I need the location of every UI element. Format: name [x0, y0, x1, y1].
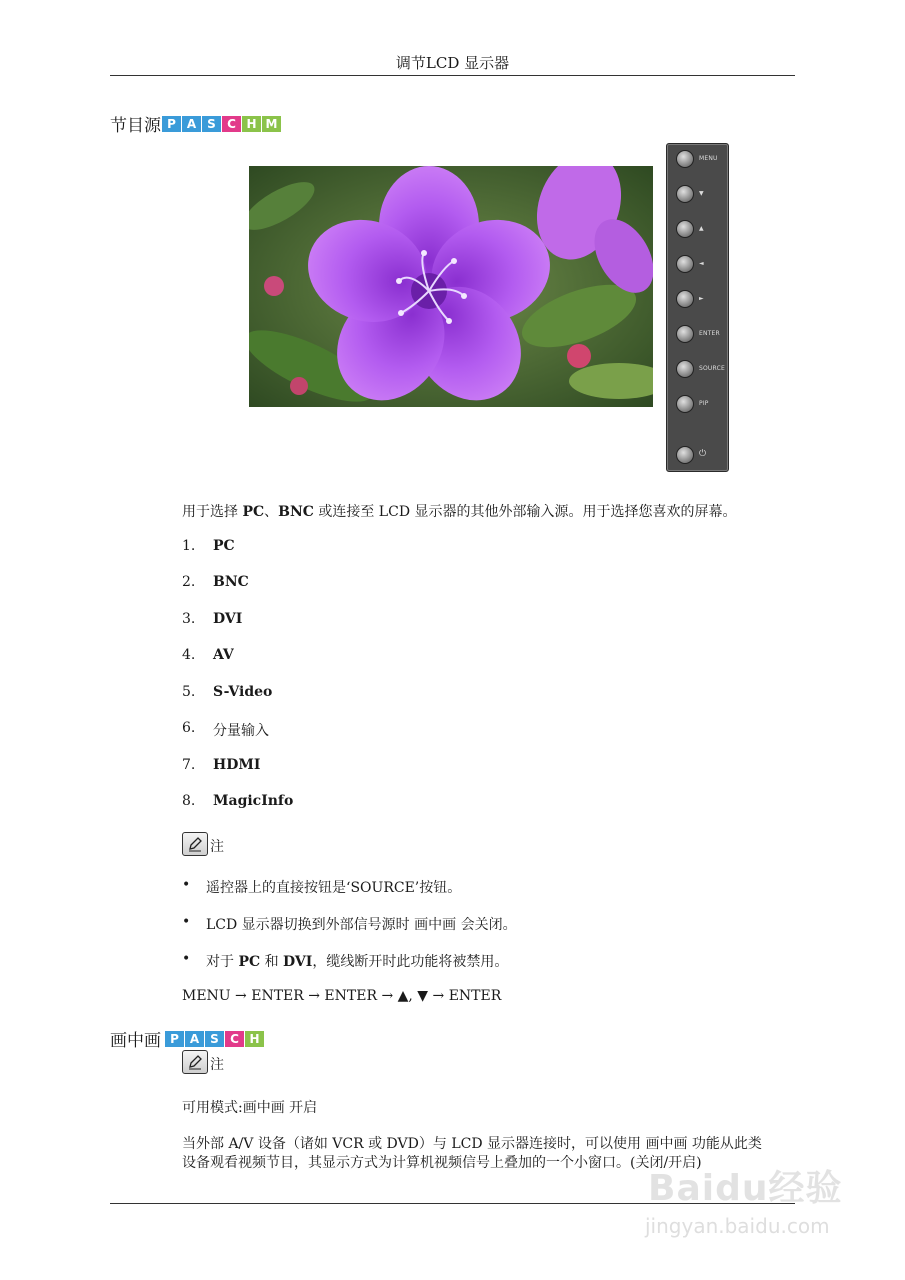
- note-label: 注: [210, 1057, 224, 1073]
- monitor-control-panel: [666, 143, 729, 472]
- list-item: [182, 574, 249, 590]
- source-intro-text: [182, 501, 737, 521]
- list-item: [182, 793, 293, 809]
- intro-bnc: BNC: [278, 504, 314, 520]
- list-item: [182, 611, 242, 627]
- list-item-number: 5.: [182, 684, 196, 700]
- menu-button-label: MENU: [699, 155, 718, 162]
- bullet3-mid: 和: [260, 954, 284, 970]
- source-button-label: SOURCE: [699, 365, 725, 372]
- mode-badge-a: A: [182, 116, 201, 132]
- mode-badge-c: C: [225, 1031, 244, 1047]
- note-bullet: [182, 951, 508, 971]
- section-title-source: [110, 111, 282, 136]
- enter-button-label: ENTER: [699, 330, 720, 337]
- note-bullet-text: [206, 951, 508, 971]
- mode-badge-p: P: [165, 1031, 184, 1047]
- power-icon: ⏻: [699, 449, 707, 459]
- mode-badge-c: C: [222, 116, 241, 132]
- intro-sep: 、: [264, 504, 279, 520]
- list-item-number: 1.: [182, 538, 196, 554]
- mode-badges-source: [162, 116, 282, 132]
- bullet3-pre: 对于: [206, 954, 239, 970]
- bullet-dot: •: [182, 877, 191, 893]
- note-heading: [182, 832, 224, 856]
- section-title-pip: [110, 1026, 265, 1051]
- bullet-dot: •: [182, 914, 191, 930]
- pip-description-line2: 设备观看视频节目，其显示方式为计算机视频信号上叠加的一个小窗口。(关闭/开启): [182, 1155, 702, 1171]
- mode-badge-a: A: [185, 1031, 204, 1047]
- list-item-label: AV: [213, 647, 234, 663]
- list-item-label: PC: [213, 538, 235, 554]
- list-item-label: MagicInfo: [213, 793, 294, 809]
- mode-badge-s: S: [205, 1031, 224, 1047]
- note-heading: [182, 1050, 224, 1074]
- list-item: [182, 538, 235, 554]
- list-item-label: S-Video: [213, 684, 273, 700]
- left-button-label: ◄: [699, 260, 704, 267]
- section-title-source-text: 节目源: [110, 116, 161, 136]
- pip-button-label: PIP: [699, 400, 709, 407]
- note-bullet: [182, 914, 517, 934]
- note-pencil-icon: [182, 1050, 208, 1074]
- right-button[interactable]: [676, 290, 694, 308]
- menu-path: MENU → ENTER → ENTER → ▲, ▼ → ENTER: [182, 988, 502, 1004]
- intro-pc: PC: [242, 504, 265, 520]
- pip-description-line1: 当外部 A/V 设备（诸如 VCR 或 DVD）与 LCD 显示器连接时，可以使用 画中画 功能从此类: [182, 1136, 762, 1152]
- baidu-watermark-url: jingyan.baidu.com: [645, 1214, 830, 1238]
- note-bullet-text: 遥控器上的直接按钮是‘SOURCE’按钮。: [206, 880, 462, 896]
- list-item-number: 3.: [182, 611, 196, 627]
- down-button-label: ▼: [699, 190, 704, 197]
- down-button[interactable]: [676, 185, 694, 203]
- note-bullet: [182, 877, 461, 897]
- available-modes: 可用模式:画中画 开启: [182, 1100, 318, 1116]
- power-button[interactable]: [676, 446, 694, 464]
- pip-button[interactable]: [676, 395, 694, 413]
- list-item-number: 7.: [182, 757, 196, 773]
- up-button[interactable]: [676, 220, 694, 238]
- mode-badge-s: S: [202, 116, 221, 132]
- mode-badge-m: M: [262, 116, 281, 132]
- mode-badge-h: H: [245, 1031, 264, 1047]
- enter-button[interactable]: [676, 325, 694, 343]
- bullet3-post: ，缆线断开时此功能将被禁用。: [312, 954, 509, 970]
- bullet-dot: •: [182, 951, 191, 967]
- up-button-label: ▲: [699, 225, 704, 232]
- section-title-pip-text: 画中画: [110, 1031, 161, 1051]
- note-pencil-icon: [182, 832, 208, 856]
- left-button[interactable]: [676, 255, 694, 273]
- list-item: [182, 647, 234, 663]
- monitor-screen-photo: [249, 166, 653, 407]
- list-item: [182, 684, 272, 700]
- list-item-label: BNC: [213, 574, 249, 590]
- menu-button[interactable]: [676, 150, 694, 168]
- intro-pre: 用于选择: [182, 504, 243, 520]
- intro-post: 或连接至 LCD 显示器的其他外部输入源。用于选择您喜欢的屏幕。: [313, 504, 737, 520]
- source-button[interactable]: [676, 360, 694, 378]
- list-item-label: DVI: [213, 611, 243, 627]
- bullet3-pc: PC: [238, 954, 261, 970]
- mode-badge-h: H: [242, 116, 261, 132]
- list-item-number: 6.: [182, 720, 196, 736]
- mode-badges-pip: [165, 1031, 265, 1047]
- note-label: 注: [210, 839, 224, 855]
- list-item-number: 8.: [182, 793, 196, 809]
- note-bullet-text: LCD 显示器切换到外部信号源时 画中画 会关闭。: [206, 917, 517, 933]
- right-button-label: ►: [699, 295, 704, 302]
- page-header-title: 调节LCD 显示器: [395, 54, 510, 72]
- list-item-label: 分量输入: [213, 723, 269, 739]
- list-item-number: 4.: [182, 647, 196, 663]
- list-item: [182, 757, 260, 773]
- list-item-number: 2.: [182, 574, 196, 590]
- header-divider: [110, 75, 795, 76]
- baidu-watermark-logo: Baidu经验: [648, 1168, 843, 1209]
- list-item: [182, 720, 269, 740]
- bullet3-dvi: DVI: [283, 954, 313, 970]
- mode-badge-p: P: [162, 116, 181, 132]
- list-item-label: HDMI: [213, 757, 261, 773]
